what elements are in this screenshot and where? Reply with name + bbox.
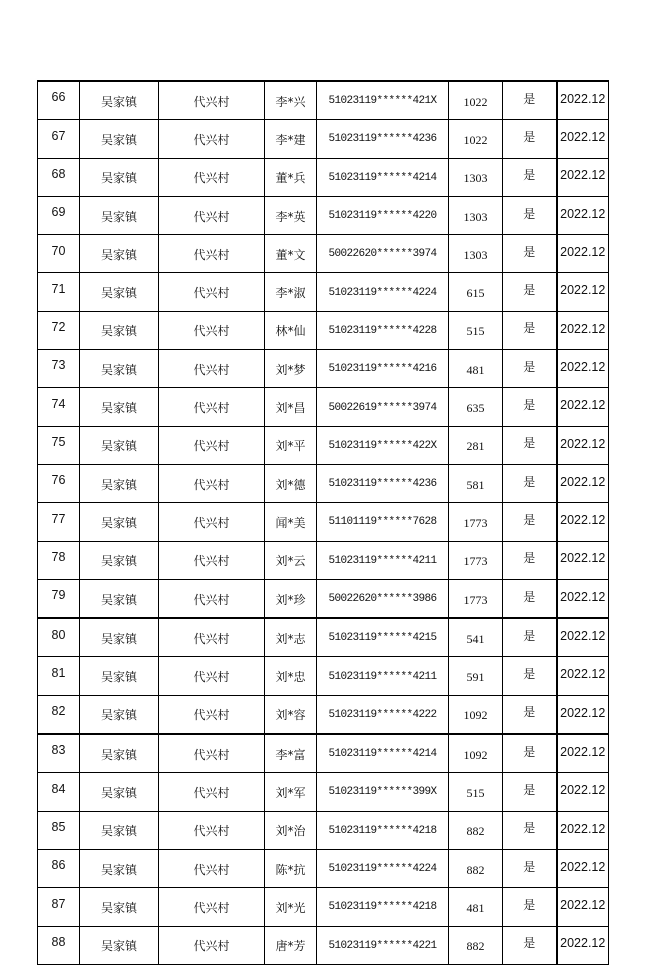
cell-amount: 581 [449, 464, 503, 502]
cell-town: 吴家镇 [80, 350, 159, 388]
cell-town: 吴家镇 [80, 503, 159, 541]
table-row [38, 811, 609, 849]
cell-name: 刘*军 [265, 773, 317, 811]
cell-amount: 1022 [449, 120, 503, 158]
cell-id-number: 51023119******4236 [317, 464, 449, 502]
cell-flag: 是 [503, 464, 557, 502]
cell-town: 吴家镇 [80, 541, 159, 579]
cell-row-number: 76 [38, 464, 80, 502]
cell-flag: 是 [503, 734, 557, 773]
cell-flag: 是 [503, 811, 557, 849]
cell-name: 李*淑 [265, 273, 317, 311]
cell-village: 代兴村 [159, 849, 265, 887]
cell-row-number: 80 [38, 618, 80, 657]
cell-amount: 1092 [449, 695, 503, 734]
cell-town: 吴家镇 [80, 235, 159, 273]
cell-town: 吴家镇 [80, 773, 159, 811]
cell-village: 代兴村 [159, 120, 265, 158]
cell-amount: 882 [449, 811, 503, 849]
cell-id-number: 50022619******3974 [317, 388, 449, 426]
cell-amount: 1303 [449, 196, 503, 234]
cell-id-number: 51023119******4224 [317, 849, 449, 887]
cell-flag: 是 [503, 618, 557, 657]
cell-id-number: 51023119******399X [317, 773, 449, 811]
cell-town: 吴家镇 [80, 464, 159, 502]
cell-town: 吴家镇 [80, 311, 159, 349]
cell-id-number: 51023119******4221 [317, 926, 449, 964]
cell-id-number: 51023119******422X [317, 426, 449, 464]
cell-id-number: 51023119******4214 [317, 158, 449, 196]
cell-town: 吴家镇 [80, 120, 159, 158]
table-row [38, 695, 609, 734]
cell-village: 代兴村 [159, 695, 265, 734]
cell-name: 李*兴 [265, 81, 317, 120]
cell-amount: 1022 [449, 81, 503, 120]
cell-date: 2022.12 [557, 196, 609, 234]
cell-village: 代兴村 [159, 503, 265, 541]
cell-date: 2022.12 [557, 273, 609, 311]
cell-row-number: 71 [38, 273, 80, 311]
cell-amount: 615 [449, 273, 503, 311]
cell-row-number: 83 [38, 734, 80, 773]
cell-row-number: 84 [38, 773, 80, 811]
cell-amount: 635 [449, 388, 503, 426]
cell-flag: 是 [503, 849, 557, 887]
cell-amount: 882 [449, 849, 503, 887]
cell-town: 吴家镇 [80, 657, 159, 695]
cell-name: 刘*珍 [265, 579, 317, 618]
table-row [38, 235, 609, 273]
cell-row-number: 68 [38, 158, 80, 196]
cell-date: 2022.12 [557, 695, 609, 734]
cell-flag: 是 [503, 311, 557, 349]
cell-row-number: 73 [38, 350, 80, 388]
cell-flag: 是 [503, 926, 557, 964]
cell-date: 2022.12 [557, 235, 609, 273]
table-row [38, 388, 609, 426]
table-row [38, 541, 609, 579]
cell-date: 2022.12 [557, 81, 609, 120]
cell-town: 吴家镇 [80, 849, 159, 887]
cell-town: 吴家镇 [80, 579, 159, 618]
cell-date: 2022.12 [557, 120, 609, 158]
cell-id-number: 51023119******4215 [317, 618, 449, 657]
cell-date: 2022.12 [557, 734, 609, 773]
cell-id-number: 51023119******4214 [317, 734, 449, 773]
cell-flag: 是 [503, 657, 557, 695]
cell-name: 李*富 [265, 734, 317, 773]
beneficiary-table [37, 80, 609, 965]
cell-flag: 是 [503, 541, 557, 579]
cell-town: 吴家镇 [80, 811, 159, 849]
cell-flag: 是 [503, 426, 557, 464]
cell-amount: 1303 [449, 158, 503, 196]
cell-date: 2022.12 [557, 541, 609, 579]
cell-date: 2022.12 [557, 350, 609, 388]
cell-town: 吴家镇 [80, 81, 159, 120]
cell-name: 李*英 [265, 196, 317, 234]
cell-amount: 1303 [449, 235, 503, 273]
cell-flag: 是 [503, 350, 557, 388]
cell-date: 2022.12 [557, 657, 609, 695]
cell-row-number: 69 [38, 196, 80, 234]
cell-flag: 是 [503, 388, 557, 426]
cell-date: 2022.12 [557, 464, 609, 502]
cell-row-number: 72 [38, 311, 80, 349]
cell-flag: 是 [503, 695, 557, 734]
table-row [38, 81, 609, 120]
table-row [38, 503, 609, 541]
table-row [38, 888, 609, 926]
cell-flag: 是 [503, 773, 557, 811]
cell-name: 刘*志 [265, 618, 317, 657]
cell-date: 2022.12 [557, 926, 609, 964]
cell-flag: 是 [503, 579, 557, 618]
cell-name: 刘*平 [265, 426, 317, 464]
cell-village: 代兴村 [159, 158, 265, 196]
cell-flag: 是 [503, 273, 557, 311]
cell-amount: 541 [449, 618, 503, 657]
cell-flag: 是 [503, 81, 557, 120]
cell-village: 代兴村 [159, 81, 265, 120]
table-row [38, 849, 609, 887]
cell-date: 2022.12 [557, 388, 609, 426]
cell-date: 2022.12 [557, 158, 609, 196]
cell-flag: 是 [503, 158, 557, 196]
table-row [38, 311, 609, 349]
table-row [38, 579, 609, 618]
table-row [38, 426, 609, 464]
cell-name: 刘*容 [265, 695, 317, 734]
cell-row-number: 78 [38, 541, 80, 579]
cell-row-number: 85 [38, 811, 80, 849]
cell-name: 刘*云 [265, 541, 317, 579]
cell-amount: 515 [449, 311, 503, 349]
cell-id-number: 51101119******7628 [317, 503, 449, 541]
cell-town: 吴家镇 [80, 888, 159, 926]
cell-name: 刘*治 [265, 811, 317, 849]
cell-name: 刘*光 [265, 888, 317, 926]
cell-village: 代兴村 [159, 350, 265, 388]
cell-id-number: 51023119******4220 [317, 196, 449, 234]
cell-id-number: 51023119******4211 [317, 541, 449, 579]
cell-village: 代兴村 [159, 811, 265, 849]
cell-row-number: 81 [38, 657, 80, 695]
table-row [38, 618, 609, 657]
cell-flag: 是 [503, 888, 557, 926]
cell-town: 吴家镇 [80, 618, 159, 657]
cell-name: 刘*昌 [265, 388, 317, 426]
cell-amount: 1092 [449, 734, 503, 773]
cell-flag: 是 [503, 503, 557, 541]
cell-village: 代兴村 [159, 388, 265, 426]
table-row [38, 926, 609, 964]
cell-id-number: 51023119******4218 [317, 811, 449, 849]
cell-id-number: 51023119******4216 [317, 350, 449, 388]
cell-id-number: 50022620******3974 [317, 235, 449, 273]
table-row [38, 273, 609, 311]
cell-date: 2022.12 [557, 773, 609, 811]
cell-name: 闻*美 [265, 503, 317, 541]
cell-row-number: 86 [38, 849, 80, 887]
cell-row-number: 87 [38, 888, 80, 926]
table-row [38, 158, 609, 196]
cell-town: 吴家镇 [80, 388, 159, 426]
cell-id-number: 51023119******4224 [317, 273, 449, 311]
cell-amount: 1773 [449, 541, 503, 579]
cell-date: 2022.12 [557, 426, 609, 464]
cell-name: 刘*梦 [265, 350, 317, 388]
cell-town: 吴家镇 [80, 734, 159, 773]
cell-village: 代兴村 [159, 618, 265, 657]
cell-id-number: 51023119******4222 [317, 695, 449, 734]
cell-village: 代兴村 [159, 273, 265, 311]
cell-town: 吴家镇 [80, 273, 159, 311]
cell-id-number: 50022620******3986 [317, 579, 449, 618]
cell-id-number: 51023119******4218 [317, 888, 449, 926]
cell-row-number: 70 [38, 235, 80, 273]
cell-village: 代兴村 [159, 464, 265, 502]
cell-amount: 481 [449, 888, 503, 926]
cell-id-number: 51023119******4211 [317, 657, 449, 695]
cell-amount: 515 [449, 773, 503, 811]
cell-village: 代兴村 [159, 926, 265, 964]
cell-name: 林*仙 [265, 311, 317, 349]
table-row [38, 120, 609, 158]
table-row [38, 734, 609, 773]
table-row [38, 350, 609, 388]
cell-date: 2022.12 [557, 888, 609, 926]
cell-village: 代兴村 [159, 235, 265, 273]
cell-town: 吴家镇 [80, 426, 159, 464]
cell-id-number: 51023119******4228 [317, 311, 449, 349]
cell-village: 代兴村 [159, 734, 265, 773]
cell-village: 代兴村 [159, 541, 265, 579]
table-body [38, 81, 609, 964]
cell-amount: 1773 [449, 579, 503, 618]
cell-flag: 是 [503, 196, 557, 234]
cell-name: 唐*芳 [265, 926, 317, 964]
cell-name: 刘*德 [265, 464, 317, 502]
cell-id-number: 51023119******4236 [317, 120, 449, 158]
cell-flag: 是 [503, 120, 557, 158]
cell-date: 2022.12 [557, 811, 609, 849]
cell-date: 2022.12 [557, 618, 609, 657]
cell-name: 陈*抗 [265, 849, 317, 887]
cell-date: 2022.12 [557, 849, 609, 887]
cell-town: 吴家镇 [80, 158, 159, 196]
cell-town: 吴家镇 [80, 196, 159, 234]
table-row [38, 464, 609, 502]
cell-village: 代兴村 [159, 773, 265, 811]
cell-village: 代兴村 [159, 426, 265, 464]
cell-row-number: 75 [38, 426, 80, 464]
cell-row-number: 77 [38, 503, 80, 541]
cell-village: 代兴村 [159, 657, 265, 695]
table-row [38, 773, 609, 811]
cell-village: 代兴村 [159, 579, 265, 618]
cell-row-number: 82 [38, 695, 80, 734]
cell-row-number: 88 [38, 926, 80, 964]
cell-amount: 481 [449, 350, 503, 388]
cell-name: 李*建 [265, 120, 317, 158]
cell-town: 吴家镇 [80, 926, 159, 964]
cell-amount: 591 [449, 657, 503, 695]
cell-row-number: 79 [38, 579, 80, 618]
cell-row-number: 66 [38, 81, 80, 120]
cell-flag: 是 [503, 235, 557, 273]
cell-name: 董*文 [265, 235, 317, 273]
cell-date: 2022.12 [557, 311, 609, 349]
cell-name: 董*兵 [265, 158, 317, 196]
cell-name: 刘*忠 [265, 657, 317, 695]
cell-amount: 882 [449, 926, 503, 964]
table-row [38, 657, 609, 695]
cell-id-number: 51023119******421X [317, 81, 449, 120]
cell-row-number: 74 [38, 388, 80, 426]
cell-village: 代兴村 [159, 196, 265, 234]
cell-row-number: 67 [38, 120, 80, 158]
cell-amount: 281 [449, 426, 503, 464]
cell-amount: 1773 [449, 503, 503, 541]
cell-village: 代兴村 [159, 311, 265, 349]
cell-village: 代兴村 [159, 888, 265, 926]
cell-town: 吴家镇 [80, 695, 159, 734]
table-row [38, 196, 609, 234]
cell-date: 2022.12 [557, 579, 609, 618]
cell-date: 2022.12 [557, 503, 609, 541]
